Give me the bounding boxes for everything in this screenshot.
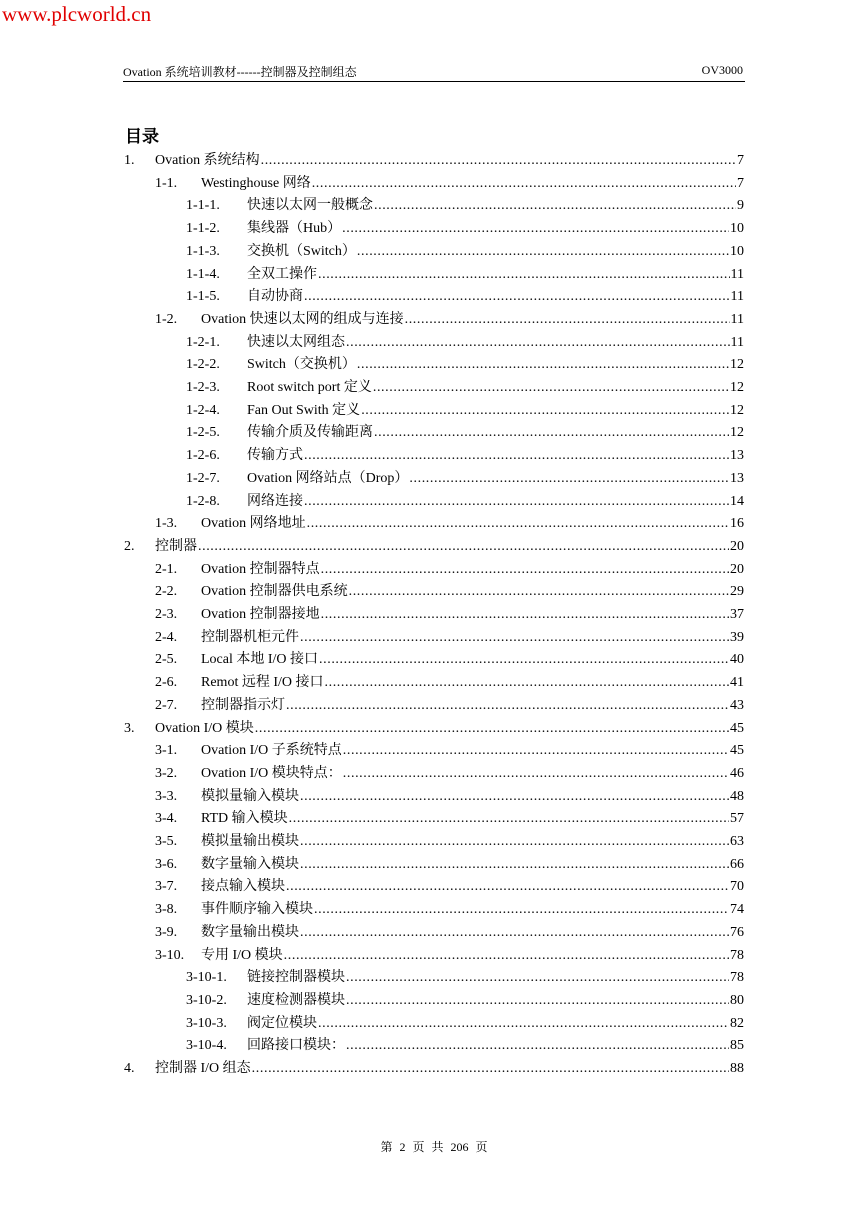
toc-dot-leader xyxy=(409,468,729,490)
toc-entry[interactable] xyxy=(186,400,744,422)
toc-entry[interactable] xyxy=(155,604,744,626)
toc-entry[interactable] xyxy=(155,876,744,898)
toc-dot-leader xyxy=(373,377,729,399)
toc-entry-page: 46 xyxy=(730,765,744,781)
toc-entry-number: 1-1-5. xyxy=(186,289,220,305)
toc-entry-page: 45 xyxy=(730,743,744,759)
toc-dot-leader xyxy=(349,581,729,603)
toc-dot-leader xyxy=(374,195,736,217)
toc-entry-page: 7 xyxy=(737,175,744,191)
toc-entry-page: 63 xyxy=(730,834,744,849)
toc-entry-number: 1-2-6. xyxy=(186,448,220,464)
toc-entry[interactable] xyxy=(155,173,744,195)
toc-entry-number: 3-7. xyxy=(155,879,178,895)
toc-dot-leader xyxy=(304,445,729,467)
toc-entry[interactable] xyxy=(155,899,744,921)
toc-entry-page: 82 xyxy=(730,1015,744,1031)
toc-entry-page: 43 xyxy=(730,697,744,713)
toc-entry-number: 2-4. xyxy=(155,629,178,645)
toc-entry[interactable] xyxy=(155,786,744,808)
toc-dot-leader xyxy=(325,672,730,694)
toc-entry-number: 3-1. xyxy=(155,743,178,759)
toc-entry-title: 事件顺序输入模块 xyxy=(201,902,313,918)
toc-entry-page: 10 xyxy=(730,243,744,259)
toc-entry-page: 78 xyxy=(730,947,744,963)
toc-entry[interactable] xyxy=(155,627,744,649)
toc-dot-leader xyxy=(289,808,729,830)
toc-entry-title: 控制器 I/O 组态 xyxy=(155,1061,251,1076)
toc-entry-title: Ovation 网络地址 xyxy=(201,516,306,532)
toc-entry[interactable] xyxy=(186,491,744,513)
toc-entry-number: 4. xyxy=(124,1061,135,1076)
toc-entry-page: 11 xyxy=(730,334,744,350)
toc-entry-number: 1-1-1. xyxy=(186,198,220,214)
toc-entry-number: 1. xyxy=(124,153,135,168)
toc-entry-page: 88 xyxy=(730,1061,744,1076)
toc-entry-number: 3. xyxy=(124,720,135,736)
toc-dot-leader xyxy=(318,1013,729,1035)
toc-dot-leader xyxy=(284,945,729,967)
toc-entry-number: 2-5. xyxy=(155,652,178,668)
toc-entry-number: 2-3. xyxy=(155,607,178,622)
toc-title: 目录 xyxy=(125,127,159,147)
toc-entry[interactable] xyxy=(186,1013,744,1035)
toc-dot-leader xyxy=(343,763,729,785)
toc-dot-leader xyxy=(300,831,729,853)
toc-dot-leader xyxy=(346,990,729,1012)
toc-entry-page: 40 xyxy=(730,652,744,668)
toc-entry[interactable] xyxy=(155,695,744,717)
page-header xyxy=(123,63,745,82)
toc-entry-page: 76 xyxy=(730,924,744,940)
toc-entry-page: 11 xyxy=(730,289,744,305)
toc-entry-page: 74 xyxy=(730,902,744,918)
toc-dot-leader xyxy=(361,400,729,422)
toc-entry-number: 3-10-1. xyxy=(186,970,227,986)
toc-entry-page: 16 xyxy=(730,516,744,532)
toc-entry[interactable] xyxy=(186,445,744,467)
toc-entry[interactable] xyxy=(124,536,744,558)
toc-entry-title: Ovation 控制器供电系统 xyxy=(201,584,348,600)
header-title: Ovation 系统培训教材------控制器及控制组态 xyxy=(123,65,357,79)
toc-dot-leader xyxy=(286,876,729,898)
toc-dot-leader xyxy=(321,559,729,581)
toc-entry-title: 传输方式 xyxy=(247,448,303,464)
toc-entry-number: 1-2-2. xyxy=(186,357,220,373)
toc-entry-number: 3-3. xyxy=(155,788,178,804)
toc-dot-leader xyxy=(300,854,729,876)
toc-entry-title: 专用 I/O 模块 xyxy=(201,947,283,963)
toc-dot-leader xyxy=(300,627,729,649)
watermark-url[interactable]: www.plcworld.cn xyxy=(2,2,152,26)
toc-entry-number: 1-2-1. xyxy=(186,334,220,350)
toc-entry[interactable] xyxy=(155,559,744,581)
toc-dot-leader xyxy=(304,491,729,513)
toc-entry-title: 全双工操作 xyxy=(247,266,317,282)
toc-dot-leader xyxy=(300,786,729,808)
toc-entry-title: 模拟量输入模块 xyxy=(201,788,299,804)
toc-dot-leader xyxy=(312,173,736,195)
toc-entry-title: RTD 输入模块 xyxy=(201,811,288,827)
toc-dot-leader xyxy=(304,286,730,308)
toc-entry-number: 1-2-8. xyxy=(186,493,220,509)
toc-entry[interactable] xyxy=(186,354,744,376)
toc-entry-page: 29 xyxy=(730,584,744,600)
toc-entry-number: 1-2-7. xyxy=(186,470,220,486)
toc-entry-number: 3-10. xyxy=(155,947,185,963)
toc-dot-leader xyxy=(346,332,730,354)
toc-entry-number: 2-2. xyxy=(155,584,178,600)
toc-entry-page: 12 xyxy=(730,357,744,373)
toc-entry-title: Ovation I/O 模块特点： xyxy=(201,765,342,781)
toc-entry-page: 66 xyxy=(730,856,744,872)
toc-entry[interactable] xyxy=(186,332,744,354)
toc-entry-title: Westinghouse 网络 xyxy=(201,175,311,191)
toc-entry[interactable] xyxy=(186,468,744,490)
toc-entry-page: 11 xyxy=(730,311,744,327)
toc-entry-title: 链接控制器模块 xyxy=(247,970,345,986)
toc-entry-title: Ovation 快速以太网的组成与连接 xyxy=(201,311,404,327)
toc-dot-leader xyxy=(261,150,736,172)
toc-entry-title: 速度检测器模块 xyxy=(247,992,345,1008)
toc-entry-page: 9 xyxy=(737,198,744,214)
toc-entry-number: 3-5. xyxy=(155,834,178,849)
toc-entry-number: 3-9. xyxy=(155,924,178,940)
toc-dot-leader xyxy=(286,695,729,717)
toc-entry-title: Ovation I/O 模块 xyxy=(155,720,254,736)
toc-entry-title: Remot 远程 I/O 接口 xyxy=(201,675,324,691)
toc-dot-leader xyxy=(346,1035,729,1057)
toc-dot-leader xyxy=(342,218,729,240)
toc-entry-title: Ovation 控制器接地 xyxy=(201,607,320,622)
toc-entry-number: 1-2-3. xyxy=(186,380,220,395)
toc-entry[interactable] xyxy=(186,1035,744,1057)
toc-dot-leader xyxy=(357,241,729,263)
toc-entry-title: 阀定位模块 xyxy=(247,1015,317,1031)
toc-entry[interactable] xyxy=(186,990,744,1012)
toc-entry[interactable] xyxy=(155,763,744,785)
toc-entry-number: 3-10-4. xyxy=(186,1038,227,1054)
toc-entry-page: 78 xyxy=(730,970,744,986)
toc-entry-number: 2. xyxy=(124,538,135,554)
page-footer: 第 2 页 共 206 页 xyxy=(380,1140,488,1154)
toc-entry-page: 14 xyxy=(730,493,744,509)
toc-dot-leader xyxy=(357,354,729,376)
toc-entry-title: Ovation 网络站点（Drop） xyxy=(247,470,409,486)
toc-entry-number: 3-10-3. xyxy=(186,1015,227,1031)
toc-entry-page: 20 xyxy=(730,538,744,554)
toc-entry[interactable] xyxy=(186,195,744,217)
toc-entry-number: 3-8. xyxy=(155,902,178,918)
toc-entry-number: 1-1-2. xyxy=(186,221,220,237)
toc-entry-page: 10 xyxy=(730,221,744,237)
toc-entry-number: 3-6. xyxy=(155,856,178,872)
toc-dot-leader xyxy=(300,922,729,944)
toc-entry-title: Switch（交换机） xyxy=(247,357,356,373)
toc-entry[interactable] xyxy=(186,422,744,444)
toc-entry-page: 57 xyxy=(730,811,744,827)
toc-entry[interactable] xyxy=(155,808,744,830)
toc-entry-title: 模拟量输出模块 xyxy=(201,834,299,849)
toc-entry-title: 交换机（Switch） xyxy=(247,243,356,259)
toc-entry-title: Ovation 控制器特点 xyxy=(201,561,320,577)
toc-entry-page: 20 xyxy=(730,561,744,577)
toc-entry-page: 12 xyxy=(730,402,744,418)
toc-entry[interactable] xyxy=(155,513,744,535)
toc-entry-title: 网络连接 xyxy=(247,493,303,509)
toc-entry-page: 7 xyxy=(737,153,744,168)
toc-entry-number: 1-1. xyxy=(155,175,178,191)
toc-entry-title: 控制器指示灯 xyxy=(201,697,285,713)
toc-entry-title: Ovation I/O 子系统特点 xyxy=(201,743,342,759)
toc-entry[interactable] xyxy=(155,831,744,853)
toc-entry-number: 1-2-4. xyxy=(186,402,220,418)
toc-dot-leader xyxy=(252,1058,729,1080)
toc-entry[interactable] xyxy=(155,672,744,694)
toc-entry[interactable] xyxy=(186,264,744,286)
toc-dot-leader xyxy=(319,649,729,671)
toc-entry-number: 2-6. xyxy=(155,675,178,691)
toc-entry-title: 接点输入模块 xyxy=(201,879,285,895)
toc-entry-page: 12 xyxy=(730,425,744,441)
toc-entry-title: 快速以太网组态 xyxy=(247,334,345,350)
toc-entry[interactable] xyxy=(186,377,744,399)
toc-entry-page: 48 xyxy=(730,788,744,804)
toc-entry-number: 3-10-2. xyxy=(186,992,227,1008)
toc-entry-number: 2-7. xyxy=(155,697,178,713)
toc-entry[interactable] xyxy=(155,581,744,603)
toc-entry-title: Ovation 系统结构 xyxy=(155,153,260,168)
toc-entry-number: 2-1. xyxy=(155,561,178,577)
toc-entry-title: 控制器 xyxy=(155,538,197,554)
header-code: OV3000 xyxy=(701,63,743,77)
toc-dot-leader xyxy=(346,967,729,989)
toc-entry[interactable] xyxy=(155,309,744,331)
toc-entry-page: 37 xyxy=(730,607,744,622)
toc-dot-leader xyxy=(343,740,729,762)
toc-entry-number: 1-3. xyxy=(155,516,178,532)
toc-entry-page: 13 xyxy=(730,448,744,464)
toc-dot-leader xyxy=(314,899,729,921)
toc-dot-leader xyxy=(307,513,729,535)
toc-entry-title: 数字量输入模块 xyxy=(201,856,299,872)
toc-entry[interactable] xyxy=(155,945,744,967)
toc-entry-title: 数字量输出模块 xyxy=(201,924,299,940)
toc-entry-title: Fan Out Swith 定义 xyxy=(247,402,361,418)
toc-dot-leader xyxy=(405,309,730,331)
toc-entry-title: 集线器（Hub） xyxy=(247,221,342,237)
toc-dot-leader xyxy=(318,264,730,286)
toc-entry[interactable] xyxy=(155,740,744,762)
toc-entry-title: 自动协商 xyxy=(247,289,303,305)
toc-entry[interactable] xyxy=(124,1058,744,1080)
toc-entry[interactable] xyxy=(155,649,744,671)
toc-entry-number: 1-1-3. xyxy=(186,243,220,259)
toc-entry-number: 1-2-5. xyxy=(186,425,220,441)
toc-entry-page: 12 xyxy=(730,380,744,395)
toc-entry-number: 1-1-4. xyxy=(186,266,220,282)
toc-entry[interactable] xyxy=(186,218,744,240)
toc-entry[interactable] xyxy=(155,922,744,944)
toc-entry[interactable] xyxy=(186,967,744,989)
toc-entry-page: 45 xyxy=(730,720,744,736)
toc-entry-title: 快速以太网一般概念 xyxy=(247,198,373,214)
toc-entry-page: 85 xyxy=(730,1038,744,1054)
toc-entry-page: 41 xyxy=(730,675,744,691)
toc-entry-page: 70 xyxy=(730,879,744,895)
toc-entry-number: 3-2. xyxy=(155,765,178,781)
toc-entry-page: 39 xyxy=(730,629,744,645)
toc-entry-title: 回路接口模块： xyxy=(247,1038,345,1054)
toc-entry[interactable] xyxy=(124,718,744,740)
toc-entry-page: 13 xyxy=(730,470,744,486)
toc-entry-number: 3-4. xyxy=(155,811,178,827)
toc-dot-leader xyxy=(198,536,729,558)
toc-entry-number: 1-2. xyxy=(155,311,178,327)
toc-entry-title: Local 本地 I/O 接口 xyxy=(201,652,319,668)
toc-entry-page: 11 xyxy=(730,266,744,282)
toc-entry-title: Root switch port 定义 xyxy=(247,380,372,395)
toc-dot-leader xyxy=(321,604,729,626)
toc-entry[interactable] xyxy=(186,241,744,263)
toc-entry-title: 传输介质及传输距离 xyxy=(247,425,373,441)
toc-dot-leader xyxy=(374,422,729,444)
toc-dot-leader xyxy=(255,718,729,740)
toc-entry-page: 80 xyxy=(730,992,744,1008)
toc-entry[interactable] xyxy=(155,854,744,876)
toc-entry[interactable] xyxy=(124,150,744,172)
toc-entry-title: 控制器机柜元件 xyxy=(201,629,299,645)
toc-entry[interactable] xyxy=(186,286,744,308)
